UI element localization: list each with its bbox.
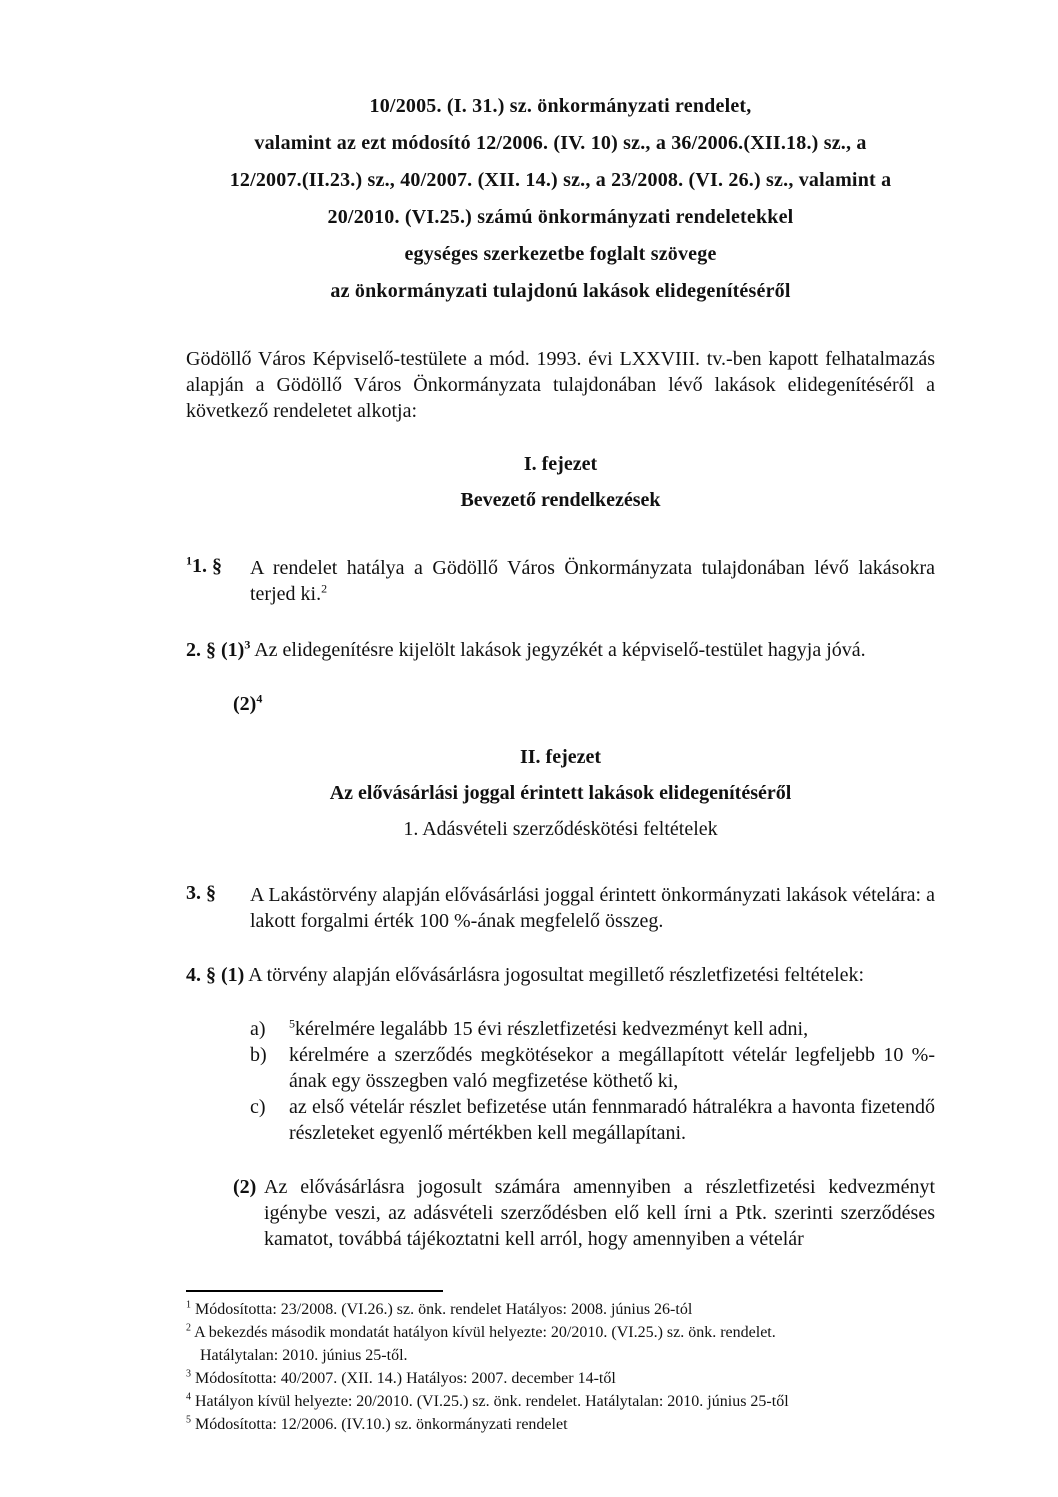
footnote-1-text: Módosította: 23/2008. (VI.26.) sz. önk. rendelet Hatályos: 2008. június 26-tól [195,1301,693,1318]
footnote-2 [186,1321,935,1344]
intro-paragraph: Gödöllő Város Képviselő-testülete a mód. 1993. évi LXXVIII. tv.-ben kapott felhatalmazás alapján a Gödöllő Város Önkormányzata tulajdonában lévő lakások elidegenítéséről a következő rendeletet alkotja: [186,348,935,422]
footnote-3-number: 3 [186,1368,191,1380]
title-line-1: 10/2005. (I. 31.) sz. önkormányzati rendelet, [369,95,752,117]
section-3 [186,882,935,934]
title-line-6: az önkormányzati tulajdonú lakások elidegenítéséről [330,280,791,302]
footnote-3 [186,1367,935,1390]
chapter2-subheading: Az elővásárlási joggal érintett lakások elidegenítéséről [329,782,792,804]
title-line-5: egységes szerkezetbe foglalt szövege [404,243,717,265]
section-2-paragraph-2-footnote-ref: 4 [256,691,263,706]
section-4-text: A törvény alapján elővásárlásra jogosultat megillető részletfizetési feltételek: [244,964,865,986]
footnote-5-number: 5 [186,1414,191,1426]
section-1 [186,555,935,607]
footnote-1-number: 1 [186,1299,191,1311]
footnote-4-number: 4 [186,1391,191,1403]
chapter1-heading: I. fejezet [523,453,598,475]
list-item-a-text: $^5$kérelmére legalább 15 évi részletfizetési kedvezményt kell adni, [289,1016,809,1040]
list-item-b-marker: b) [250,1044,267,1066]
list-item-b [250,1042,935,1094]
list-item-a [250,1016,935,1042]
list-item-a-marker: a) [250,1018,266,1040]
section-2 [186,637,935,663]
footnote-3-text: Módosította: 40/2007. (XII. 14.) Hatályos: 2007. december 14-től [195,1370,616,1387]
section-4-marker: 4. § (1) [186,964,245,986]
document-title [186,88,935,310]
chapter1-subheading: Bevezető rendelkezések [460,489,661,511]
section-2-text: Az elidegenítésre kijelölt lakások jegyzékét a képviselő-testület hagyja jóvá. [250,639,866,661]
list-item-a-footnote-ref: 5 [289,1016,295,1031]
title-line-2: valamint az ezt módosító 12/2006. (IV. 10) sz., a 36/2006.(XII.18.) sz., a [254,132,867,154]
footnote-2-continuation: Hatálytalan: 2010. június 25-től. [200,1347,408,1364]
section-1-end-footnote-ref: 2 [321,581,328,596]
footnote-1 [186,1298,935,1321]
section-2-paragraph-2: $(2)^4$ [233,691,263,715]
section-1-footnote-ref: 1 [186,553,192,568]
section-4-list [186,1016,935,1146]
footnote-separator [186,1290,443,1292]
chapter2-subsubheading: 1. Adásvételi szerződéskötési feltételek [403,818,718,840]
footnote-2-number: 2 [186,1322,191,1334]
list-item-b-text: kérelmére a szerződés megkötésekor a megállapított vételár legfeljebb 10 %-ának egy összegben való megfizetése köthető ki, [289,1044,935,1092]
list-item-c [250,1094,935,1146]
section-4-paragraph-2 [186,1174,935,1252]
section-3-text: A Lakástörvény alapján elővásárlási joggal érintett önkormányzati lakások vételára: a lakott forgalmi érték 100 %-ának megfelelő összeg. [250,884,935,932]
section-3-marker: 3. § [186,882,216,904]
section-4-paragraph-2-text: Az elővásárlásra jogosult számára amennyiben a részletfizetési kedvezményt igénybe veszi, az adásvételi szerződésben elő kell írni a Ptk. szerinti szerződéses kamatot, továbbá tájékoztatni kell arról, hogy amennyiben a vételár [264,1176,935,1250]
section-1-marker: $^1$1. § [186,553,222,577]
footnote-5 [186,1413,935,1436]
footnotes [186,1298,935,1436]
section-4 [186,962,935,988]
section-4-paragraph-2-marker: (2) [233,1176,257,1198]
list-item-c-marker: c) [250,1096,266,1118]
footnote-4-text: Hatályon kívül helyezte: 20/2010. (VI.25.) sz. önk. rendelet. Hatálytalan: 2010. június 25-től [195,1393,789,1410]
title-line-3: 12/2007.(II.23.) sz., 40/2007. (XII. 14.) sz., a 23/2008. (VI. 26.) sz., valamint a [229,169,892,191]
footnote-5-text: Módosította: 12/2006. (IV.10.) sz. önkormányzati rendelet [195,1416,568,1433]
list-item-c-text: az első vételár részlet befizetése után fennmaradó hátralékra a havonta fizetendő részleteket egyenlő mértékben kell megállapítani. [289,1096,935,1144]
title-line-4: 20/2010. (VI.25.) számú önkormányzati rendeletekkel [327,206,794,228]
section-1-text: A rendelet hatálya a Gödöllő Város Önkormányzata tulajdonában lévő lakásokra terjed ki.$^2$ [250,557,935,605]
section-2-footnote-ref: 3 [244,637,251,652]
footnote-4 [186,1390,935,1413]
section-2-marker: 2. § (1) [186,639,245,661]
chapter2-heading: II. fejezet [519,746,602,768]
footnote-2-text: A bekezdés második mondatát hatályon kívül helyezte: 20/2010. (VI.25.) sz. önk. rendelet. [194,1324,776,1341]
